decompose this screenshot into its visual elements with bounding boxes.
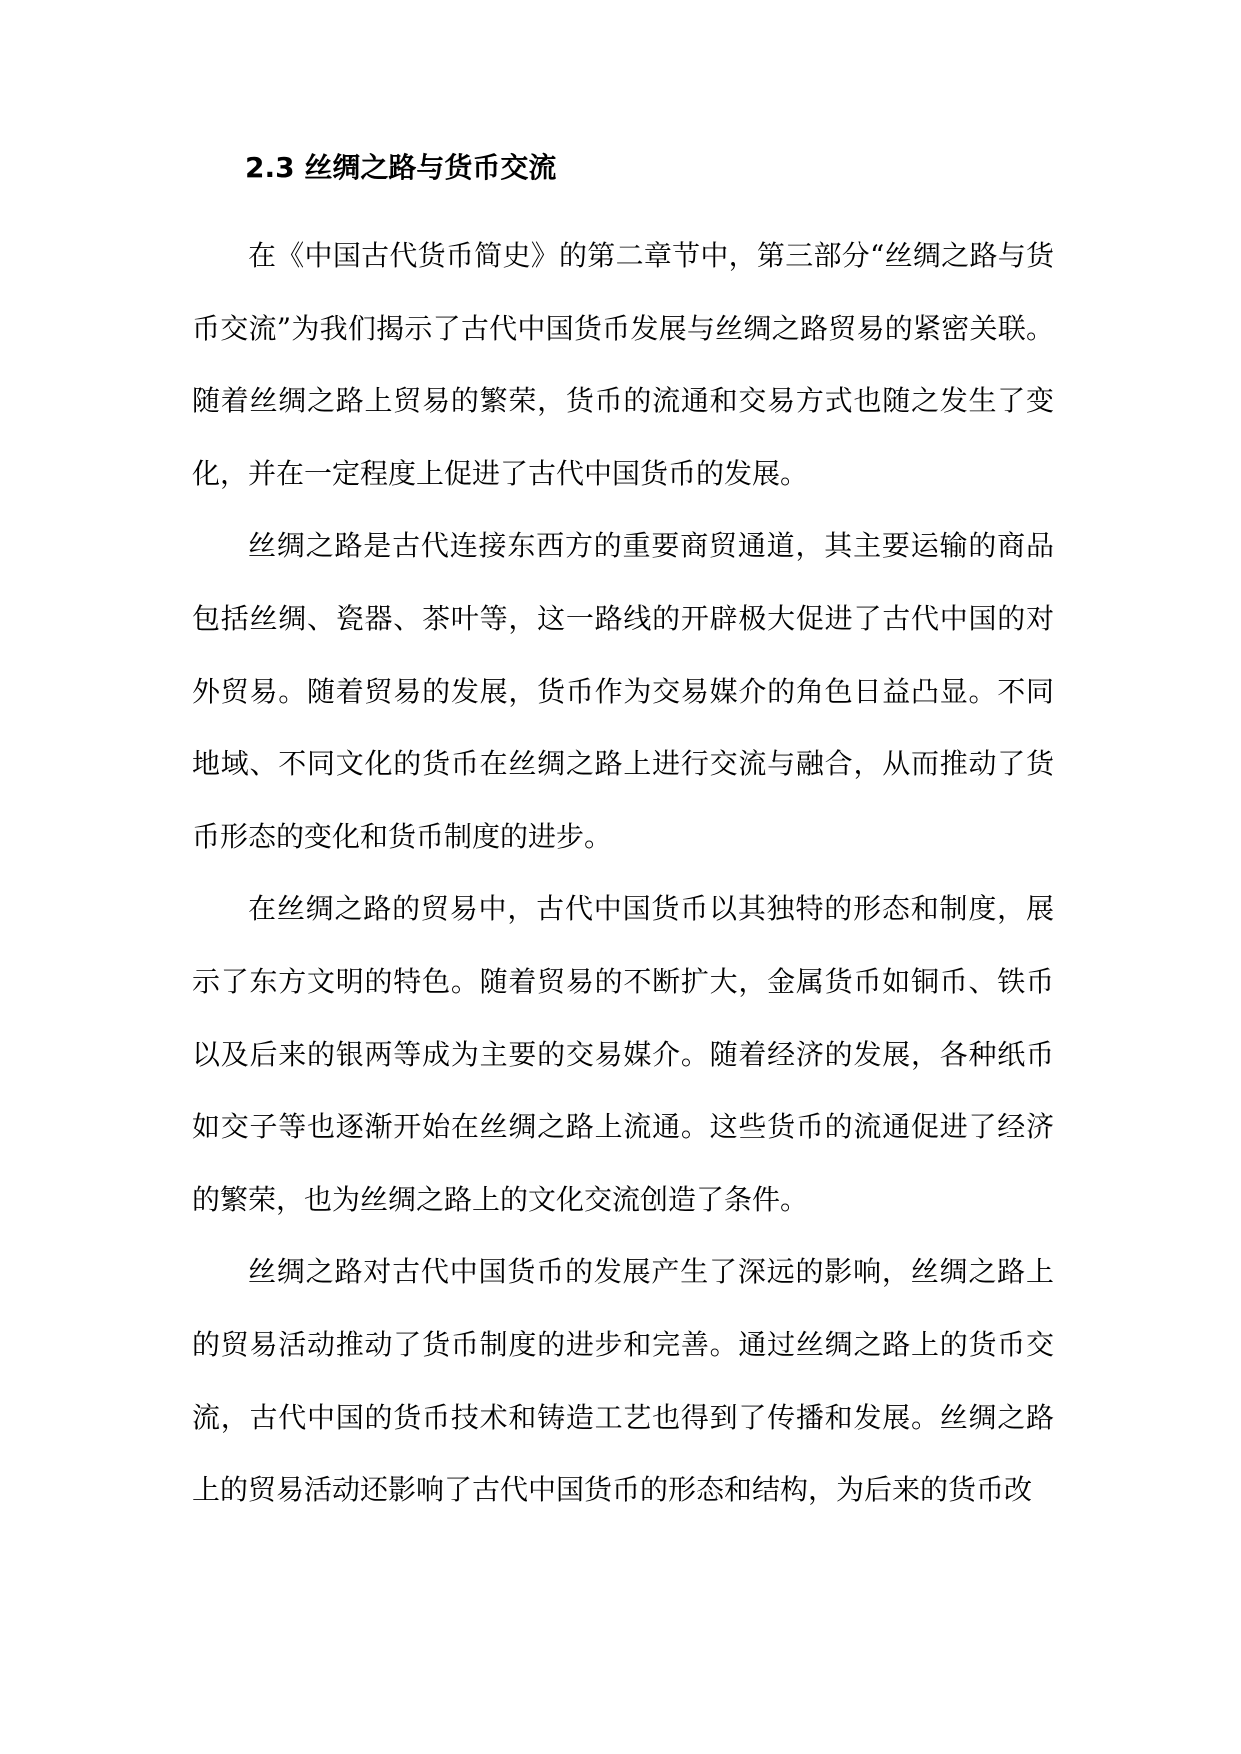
section-heading: 2.3 丝绸之路与货币交流 (245, 151, 557, 184)
body-text (192, 220, 1054, 1527)
paragraph: 在丝绸之路的贸易中，古代中国货币以其独特的形态和制度，展示了东方文明的特色。随着贸易的不断扩大，金属货币如铜币、铁币以及后来的银两等成为主要的交易媒介。随着经济的发展，各种纸币如交子等也逐渐开始在丝绸之路上流通。这些货币的流通促进了经济的繁荣，也为丝绸之路上的文化交流创造了条件。 (192, 892, 1054, 1216)
paragraph: 在《中国古代货币简史》的第二章节中，第三部分“丝绸之路与货币交流”为我们揭示了古代中国货币发展与丝绸之路贸易的紧密关联。随着丝绸之路上贸易的繁荣，货币的流通和交易方式也随之发生了变化，并在一定程度上促进了古代中国货币的发展。 (192, 239, 1054, 490)
paragraph: 丝绸之路对古代中国货币的发展产生了深远的影响，丝绸之路上的贸易活动推动了货币制度的进步和完善。通过丝绸之路上的货币交流，古代中国的货币技术和铸造工艺也得到了传播和发展。丝绸之路上的贸易活动还影响了古代中国货币的形态和结构，为后来的货币改 (192, 1255, 1054, 1507)
paragraph: 丝绸之路是古代连接东西方的重要商贸通道，其主要运输的商品包括丝绸、瓷器、茶叶等，这一路线的开辟极大促进了古代中国的对外贸易。随着贸易的发展，货币作为交易媒介的角色日益凸显。不同地域、不同文化的货币在丝绸之路上进行交流与融合，从而推动了货币形态的变化和货币制度的进步。 (192, 529, 1054, 853)
